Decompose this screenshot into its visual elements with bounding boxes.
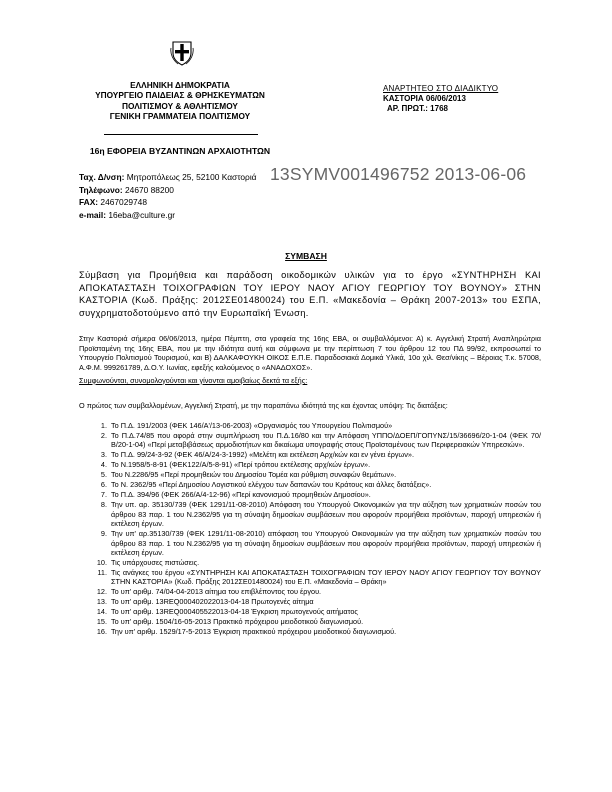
provision-item: [79, 421, 541, 430]
provision-text: Το Π.Δ. 99/24-3-92 (ΦΕΚ 46/Α/24-3-1992) «Μελέτη και εκτέλεση Αρχ/κών και εν γένει έργων».: [111, 450, 414, 460]
provision-item: [79, 597, 541, 606]
contract-subject: Σύμβαση για Προμήθεια και παράδοση οικοδομικών υλικών για το έργο «ΣΥΝΤΗΡΗΣΗ ΚΑΙ ΑΠΟΚΑΤΑΣΤΑΣΗ ΤΟΙΧΟΓΡΑΦΙΩΝ ΤΟΥ ΙΕΡΟΥ ΝΑΟΥ ΑΓΙΟΥ ΓΕΩΡΓΙΟΥ ΤΟΥ ΒΟΥΝΟΥ» ΣΤΗΝ ΚΑΣΤΟΡΙΑ (Κωδ. Πράξης: 2012ΣΕ01480024) του Ε.Π. «Μακεδονία – Θράκη 2007-2013» του ΕΣΠΑ, συγχρηματοδοτούμενο από την Ευρωπαϊκή Ένωση.: [79, 270, 541, 319]
issuing-authority: [60, 80, 300, 122]
provision-number: 3.: [100, 450, 107, 460]
provision-item: [79, 587, 541, 596]
provision-item: [79, 470, 541, 479]
provision-item: [79, 627, 541, 636]
provision-item: [79, 431, 541, 450]
address-label: Ταχ. Δ/νση:: [79, 172, 125, 182]
provision-text: Την υπ. αρ. 35130/739 (ΦΕΚ 1291/11-08-2010) Απόφαση του Υπουργού Οικονομικών για την αύξηση των χρηματικών ποσών του άρθρου 83 παρ. 1 του Ν.2362/95 για τη σύναψη δημοσίων συμβάσεων που αφορούν προμήθεια προϊόντων, παροχή υπηρεσιών ή εκτέλεση έργων.: [111, 500, 541, 529]
provision-number: 13.: [96, 597, 107, 607]
provision-number: 12.: [96, 587, 107, 597]
provision-number: 7.: [100, 490, 107, 500]
provision-item: [79, 490, 541, 499]
provision-number: 2.: [100, 431, 107, 440]
posting-info: [383, 84, 498, 113]
provision-item: [79, 558, 541, 567]
provision-text: Το Π.Δ.74/85 που αφορά στην συμπλήρωση του Π.Δ.16/80 και την Απόφαση ΥΠΠΟ/ΔΟΕΠ/ΓΟΠΥΝΣ/15/36696/20-1-04 (ΦΕΚ 70/Β/20-1-04) «Περί μεταβιβάσεως αρμοδιοτήτων και δικαίωμα υπογραφής στους Προϊσταμένους των Περιφερειακών Υπηρεσιών».: [111, 431, 541, 450]
provision-item: [79, 450, 541, 459]
republic-line: ΕΛΛΗΝΙΚΗ ΔΗΜΟΚΡΑΤΙΑ: [130, 80, 230, 90]
provision-number: 8.: [100, 500, 107, 510]
provision-text: Τις υπάρχουσες πιστώσεις.: [111, 558, 200, 568]
provision-item: [79, 568, 541, 587]
provision-text: Το υπ' αριθμ. 13REQ000405522013-04-18 Έγκριση πρωτογενούς αιτήματος: [111, 607, 358, 617]
provision-text: Το Π.Δ. 191/2003 (ΦΕΚ 146/Α'/13-06-2003) «Οργανισμός του Υπουργείου Πολιτισμού»: [111, 421, 393, 430]
secretariat-line: ΓΕΝΙΚΗ ΓΡΑΜΜΑΤΕΙΑ ΠΟΛΙΤΙΣΜΟΥ: [109, 111, 251, 122]
provision-number: 10.: [96, 558, 107, 568]
document-title: ΣΥΜΒΑΣΗ: [285, 251, 327, 261]
provision-item: [79, 607, 541, 616]
provision-item: [79, 480, 541, 489]
provision-text: Τις ανάγκες του έργου «ΣΥΝΤΗΡΗΣΗ ΚΑΙ ΑΠΟΚΑΤΑΣΤΑΣΗ ΤΟΙΧΟΓΡΑΦΙΩΝ ΤΟΥ ΙΕΡΟΥ ΝΑΟΥ ΑΓΙΟΥ ΓΕΩΡΓΙΟΥ ΤΟΥ ΒΟΥΝΟΥ ΣΤΗΝ ΚΑΣΤΟΡΙΑ» (Κωδ. Πράξης 2012ΣΕ01480024) του Ε.Π. «Μακεδονία – Θράκη»: [111, 568, 541, 587]
first-party-paragraph: Ο πρώτος των συμβαλλομένων, Αγγελική Στρατή, με την παραπάνω ιδιότητά της και έχοντας υπόψη: Τις διατάξεις:: [79, 401, 448, 410]
provision-text: Το υπ' αριθμ. 74/04-04-2013 αίτημα του επιβλέποντος του έργου.: [111, 587, 322, 597]
provision-item: [79, 617, 541, 626]
fax-value: 2467029748: [100, 197, 147, 208]
provision-number: 9.: [100, 529, 107, 539]
provision-number: 11.: [97, 568, 107, 578]
email-row: [79, 209, 257, 222]
provision-item: [79, 460, 541, 469]
email-label: e-mail:: [79, 209, 106, 220]
address-value: Μητροπόλεως 25, 52100 Καστοριά: [126, 172, 257, 182]
provision-text: Το Ν. 2362/95 «Περί Δημοσίου Λογιστικού ελέγχου των δαπανών του Κράτους και άλλες διατάξεις».: [111, 480, 432, 490]
ada-stamp: 13SYMV001496752 2013-06-06: [270, 164, 527, 184]
provisions-list: [79, 421, 541, 637]
intro-paragraph: Στην Καστοριά σήμερα 06/06/2013, ημέρα Πέμπτη, στα γραφεία της 16ης ΕΒΑ, οι συμβαλλόμενοι: Α) κ. Αγγελική Στρατή Αναπληρώτρια Προϊσταμένη της 16ης ΕΒΑ, που με την ιδιότητα αυτή και σύμφωνα με την περίπτωση 7 του άρθρου 12 του ΠΔ 99/92, εκπροσωπεί το Υπουργείο Πολιτισμού Τουρισμού, και Β) ΔΑΛΚΑΦΟΥΚΗ ΟΙΚΟΣ Ε.Π.Ε. Παραδοσιακά Δομικά Υλικά, 10ο χιλ. Θεσ/νίκης – Βέροιας Τ.κ. 57008, Α.Φ.Μ. 999261789, Δ.Ο.Υ. Ιωνίας, εφεξής καλούμενος ο «ΑΝΑΔΟΧΟΣ».: [79, 334, 541, 372]
posted-label: ΑΝΑΡΤΗΤΕΟ ΣΤΟ ΔΙΑΔΙΚΤΥΟ: [383, 84, 499, 93]
header-divider: [104, 134, 258, 135]
provision-number: 5.: [100, 470, 107, 480]
provision-number: 14.: [96, 607, 107, 617]
address-row: [79, 171, 257, 184]
provision-text: Την υπ' αρ.35130/739 (ΦΕΚ 1291/11-08-2010) απόφαση του Υπουργού Οικονομικών για την αύξηση των χρηματικών ποσών του άρθρου 83 παρ. 1 του Ν.2362/95 για τη σύναψη δημοσίων συμβάσεων που αφορούν προμήθεια προϊόντων, παροχή υπηρεσιών ή εκτέλεση έργων.: [111, 529, 541, 558]
provision-text: Την υπ' αριθμ. 1529/17-5-2013 Έγκριση πρακτικού πρόχειρου μειοδοτικού διαγωνισμού.: [111, 627, 397, 637]
fax-row: [79, 196, 257, 209]
phone-row: [79, 184, 257, 197]
provision-item: [79, 500, 541, 528]
ministry-line: ΥΠΟΥΡΓΕΙΟ ΠΑΙΔΕΙΑΣ & ΘΡΗΣΚΕΥΜΑΤΩΝ: [95, 90, 265, 101]
provision-number: 16.: [96, 627, 107, 637]
phone-value: 24670 88200: [125, 184, 174, 195]
phone-label: Τηλέφωνο:: [79, 184, 123, 195]
provision-text: Το υπ' αριθμ. 1504/16-05-2013 Πρακτικό πρόχειρου μειοδοτικού διαγωνισμού.: [111, 617, 364, 627]
fax-label: FAX:: [79, 197, 99, 208]
provision-text: Του Ν.2286/95 «Περί προμηθειών του Δημοσίου Τομέα και ρύθμιση συναφών θεμάτων».: [111, 470, 397, 480]
provision-number: 1.: [100, 421, 107, 430]
provision-item: [79, 529, 541, 557]
place-date: ΚΑΣΤΟΡΙΑ 06/06/2013: [383, 93, 466, 103]
agreement-line: Συμφωνούνται, συνομολογούνται και γίνονται αμοιβαίως δεκτά τα εξής:: [79, 376, 308, 385]
contact-block: [79, 171, 257, 221]
provision-number: 6.: [100, 480, 107, 490]
ministry-line-2: ΠΟΛΙΤΙΣΜΟΥ & ΑΘΛΗΤΙΣΜΟΥ: [122, 100, 238, 111]
provision-text: Το Π.Δ. 394/96 (ΦΕΚ 266/Α/4-12-96) «Περί κανονισμού προμηθειών Δημοσίου».: [111, 490, 371, 500]
protocol-number: ΑΡ. ΠΡΩΤ.: 1768: [387, 103, 448, 113]
email-value: 16eba@culture.gr: [108, 209, 176, 220]
ephoria-line: 16η ΕΦΟΡΕΙΑ ΒΥΖΑΝΤΙΝΩΝ ΑΡΧΑΙΟΤΗΤΩΝ: [89, 146, 271, 156]
provision-number: 15.: [96, 617, 107, 627]
provision-text: Το υπ' αριθμ. 13REQ000402022013-04-18 Πρωτογενές αίτημα: [111, 597, 314, 607]
coat-of-arms-icon: [170, 40, 194, 66]
provision-number: 4.: [100, 460, 107, 470]
provision-text: Το Ν.1958/5-8-91 (ΦΕΚ122/Α/5-8-91) «Περί τρόπου εκτέλεσης αρχ/κών έργων».: [111, 460, 371, 470]
